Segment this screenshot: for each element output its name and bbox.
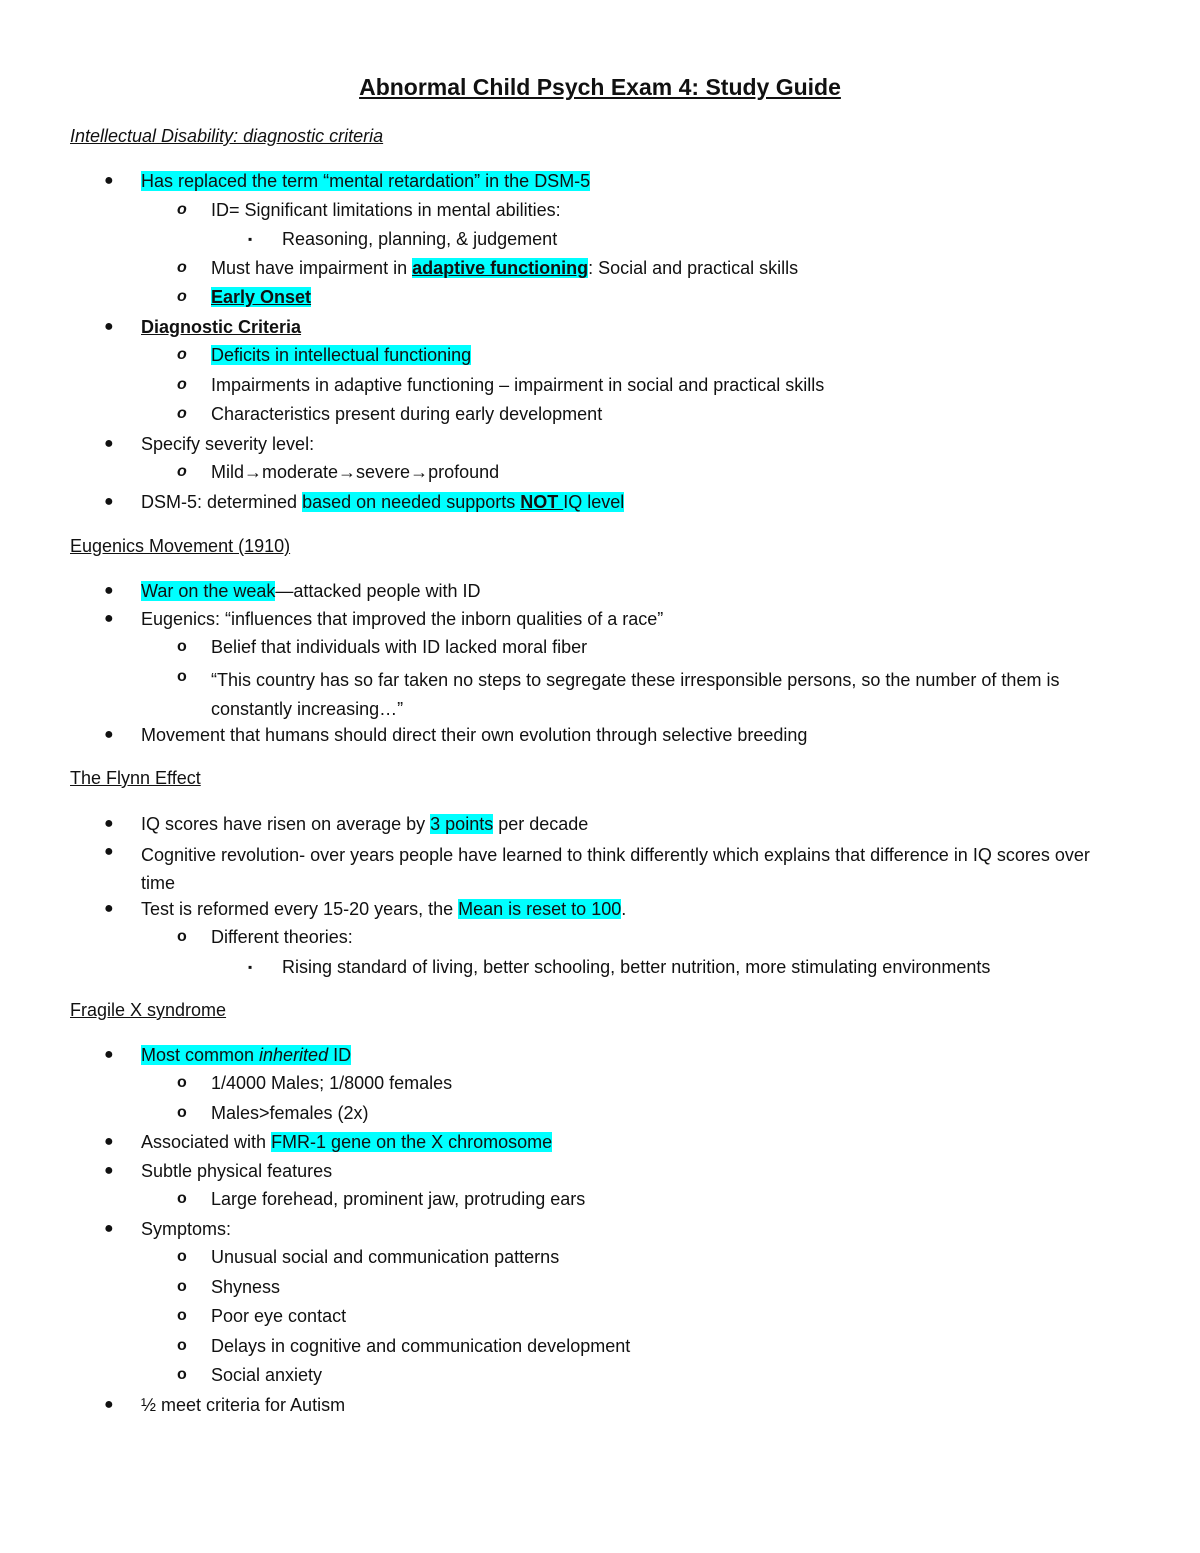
list-item: Specify severity level: [141,434,315,454]
list-item [211,344,471,366]
text-fragment: Associated with [141,1132,272,1152]
list-item: Eugenics: “influences that improved the inborn qualities of a race” [141,609,664,629]
list-item [141,1131,552,1153]
highlight-text: Deficits in intellectual functioning [211,345,472,365]
bullet-icon: ● [104,843,114,860]
list-item [211,257,798,279]
text-fragment: IQ level [563,492,625,512]
bullet-icon: ● [104,172,114,189]
list-item [141,491,624,513]
circle-bullet-icon: o [177,346,187,363]
text-fragment: based on needed supports [302,492,521,512]
list-item: Belief that individuals with ID lacked moral fiber [211,637,588,657]
list-item: Reasoning, planning, & judgement [282,229,558,249]
circle-bullet-icon: o [177,201,187,218]
bullet-icon: ● [104,318,114,335]
list-item [211,286,311,308]
section-heading-flynn: The Flynn Effect [70,768,201,788]
section-heading-fragile-x: Fragile X syndrome [70,1000,227,1020]
text-fragment: . [621,899,627,919]
highlight-text: Mean is reset to 100 [458,899,622,919]
circle-bullet-icon: o [177,463,187,480]
highlight-text [141,1045,351,1065]
circle-bullet-icon: o [177,638,187,655]
text-fragment: Test is reformed every 15-20 years, the [141,899,459,919]
highlight-text: War on the weak [141,581,276,601]
circle-bullet-icon: o [177,288,187,305]
text-fragment: : Social and practical skills [588,258,799,278]
bullet-icon: ● [104,1046,114,1063]
text-fragment: IQ scores have risen on average by [141,814,431,834]
list-item: Symptoms: [141,1219,232,1239]
list-item [141,1044,351,1066]
list-item: Diagnostic Criteria [141,317,302,337]
list-item: Different theories: [211,927,353,947]
circle-bullet-icon: o [177,1366,187,1383]
highlight-text: FMR-1 gene on the X chromosome [271,1132,553,1152]
bullet-icon: ● [104,1162,114,1179]
list-item: “This country has so far taken no steps to segregate these irresponsible persons, so the number of them is constantly increasing…” [211,670,1060,719]
section-heading-intellectual: Intellectual Disability: diagnostic criteria [70,126,384,146]
bullet-icon: ● [104,1220,114,1237]
bullet-icon: ● [104,1133,114,1150]
circle-bullet-icon: o [177,928,187,945]
list-item: ½ meet criteria for Autism [141,1395,346,1415]
bullet-icon: ● [104,1396,114,1413]
list-item: Cognitive revolution- over years people have learned to think differently which explains that difference in IQ scores over time [141,845,1090,893]
bullet-icon: ● [104,493,114,510]
list-item: Characteristics present during early development [211,404,603,424]
list-item [141,898,626,920]
highlight-text: adaptive functioning [412,258,589,278]
highlight-text: 3 points [430,814,494,834]
list-item: Rising standard of living, better schooling, better nutrition, more stimulating environments [282,957,991,977]
bullet-icon: ● [104,900,114,917]
list-item: ID= Significant limitations in mental abilities: [211,200,561,220]
highlight-text: Early Onset [211,287,312,307]
text-fragment: DSM-5: determined [141,492,303,512]
square-bullet-icon: ▪ [248,232,253,246]
bullet-icon: ● [104,815,114,832]
list-item: Movement that humans should direct their own evolution through selective breeding [141,725,808,745]
square-bullet-icon: ▪ [248,960,253,974]
bullet-icon: ● [104,610,114,627]
circle-bullet-icon: o [177,1248,187,1265]
circle-bullet-icon: o [177,1074,187,1091]
list-item: Impairments in adaptive functioning – impairment in social and practical skills [211,375,825,395]
circle-bullet-icon: o [177,1190,187,1207]
circle-bullet-icon: o [177,376,187,393]
page-title: Abnormal Child Psych Exam 4: Study Guide [359,74,841,100]
text-fragment: ID [328,1045,352,1065]
list-item: Males>females (2x) [211,1103,369,1123]
list-item: Social anxiety [211,1365,323,1385]
emphasis-text: NOT [520,492,564,512]
list-item: Mild→moderate→severe→profound [211,462,500,482]
text-fragment: Most common [141,1045,260,1065]
text-fragment: Must have impairment in [211,258,413,278]
list-item: Shyness [211,1277,281,1297]
list-item: Unusual social and communication patterns [211,1247,560,1267]
list-item: Delays in cognitive and communication development [211,1336,631,1356]
highlight-text [302,492,624,512]
bullet-icon: ● [104,582,114,599]
circle-bullet-icon: o [177,668,187,685]
section-heading-eugenics: Eugenics Movement (1910) [70,536,291,556]
bullet-icon: ● [104,726,114,743]
list-item [141,580,481,602]
circle-bullet-icon: o [177,1104,187,1121]
highlight-text: Has replaced the term “mental retardation” in the DSM-5 [141,171,591,191]
list-item: Large forehead, prominent jaw, protruding ears [211,1189,586,1209]
list-item: Poor eye contact [211,1306,347,1326]
emphasis-text: inherited [259,1045,329,1065]
list-item [141,170,590,192]
list-item [141,813,588,835]
list-item: Subtle physical features [141,1161,333,1181]
text-fragment: per decade [493,814,589,834]
circle-bullet-icon: o [177,1278,187,1295]
circle-bullet-icon: o [177,1337,187,1354]
circle-bullet-icon: o [177,405,187,422]
bullet-icon: ● [104,435,114,452]
circle-bullet-icon: o [177,1307,187,1324]
circle-bullet-icon: o [177,259,187,276]
list-item: 1/4000 Males; 1/8000 females [211,1073,453,1093]
text-fragment: —attacked people with ID [275,581,481,601]
